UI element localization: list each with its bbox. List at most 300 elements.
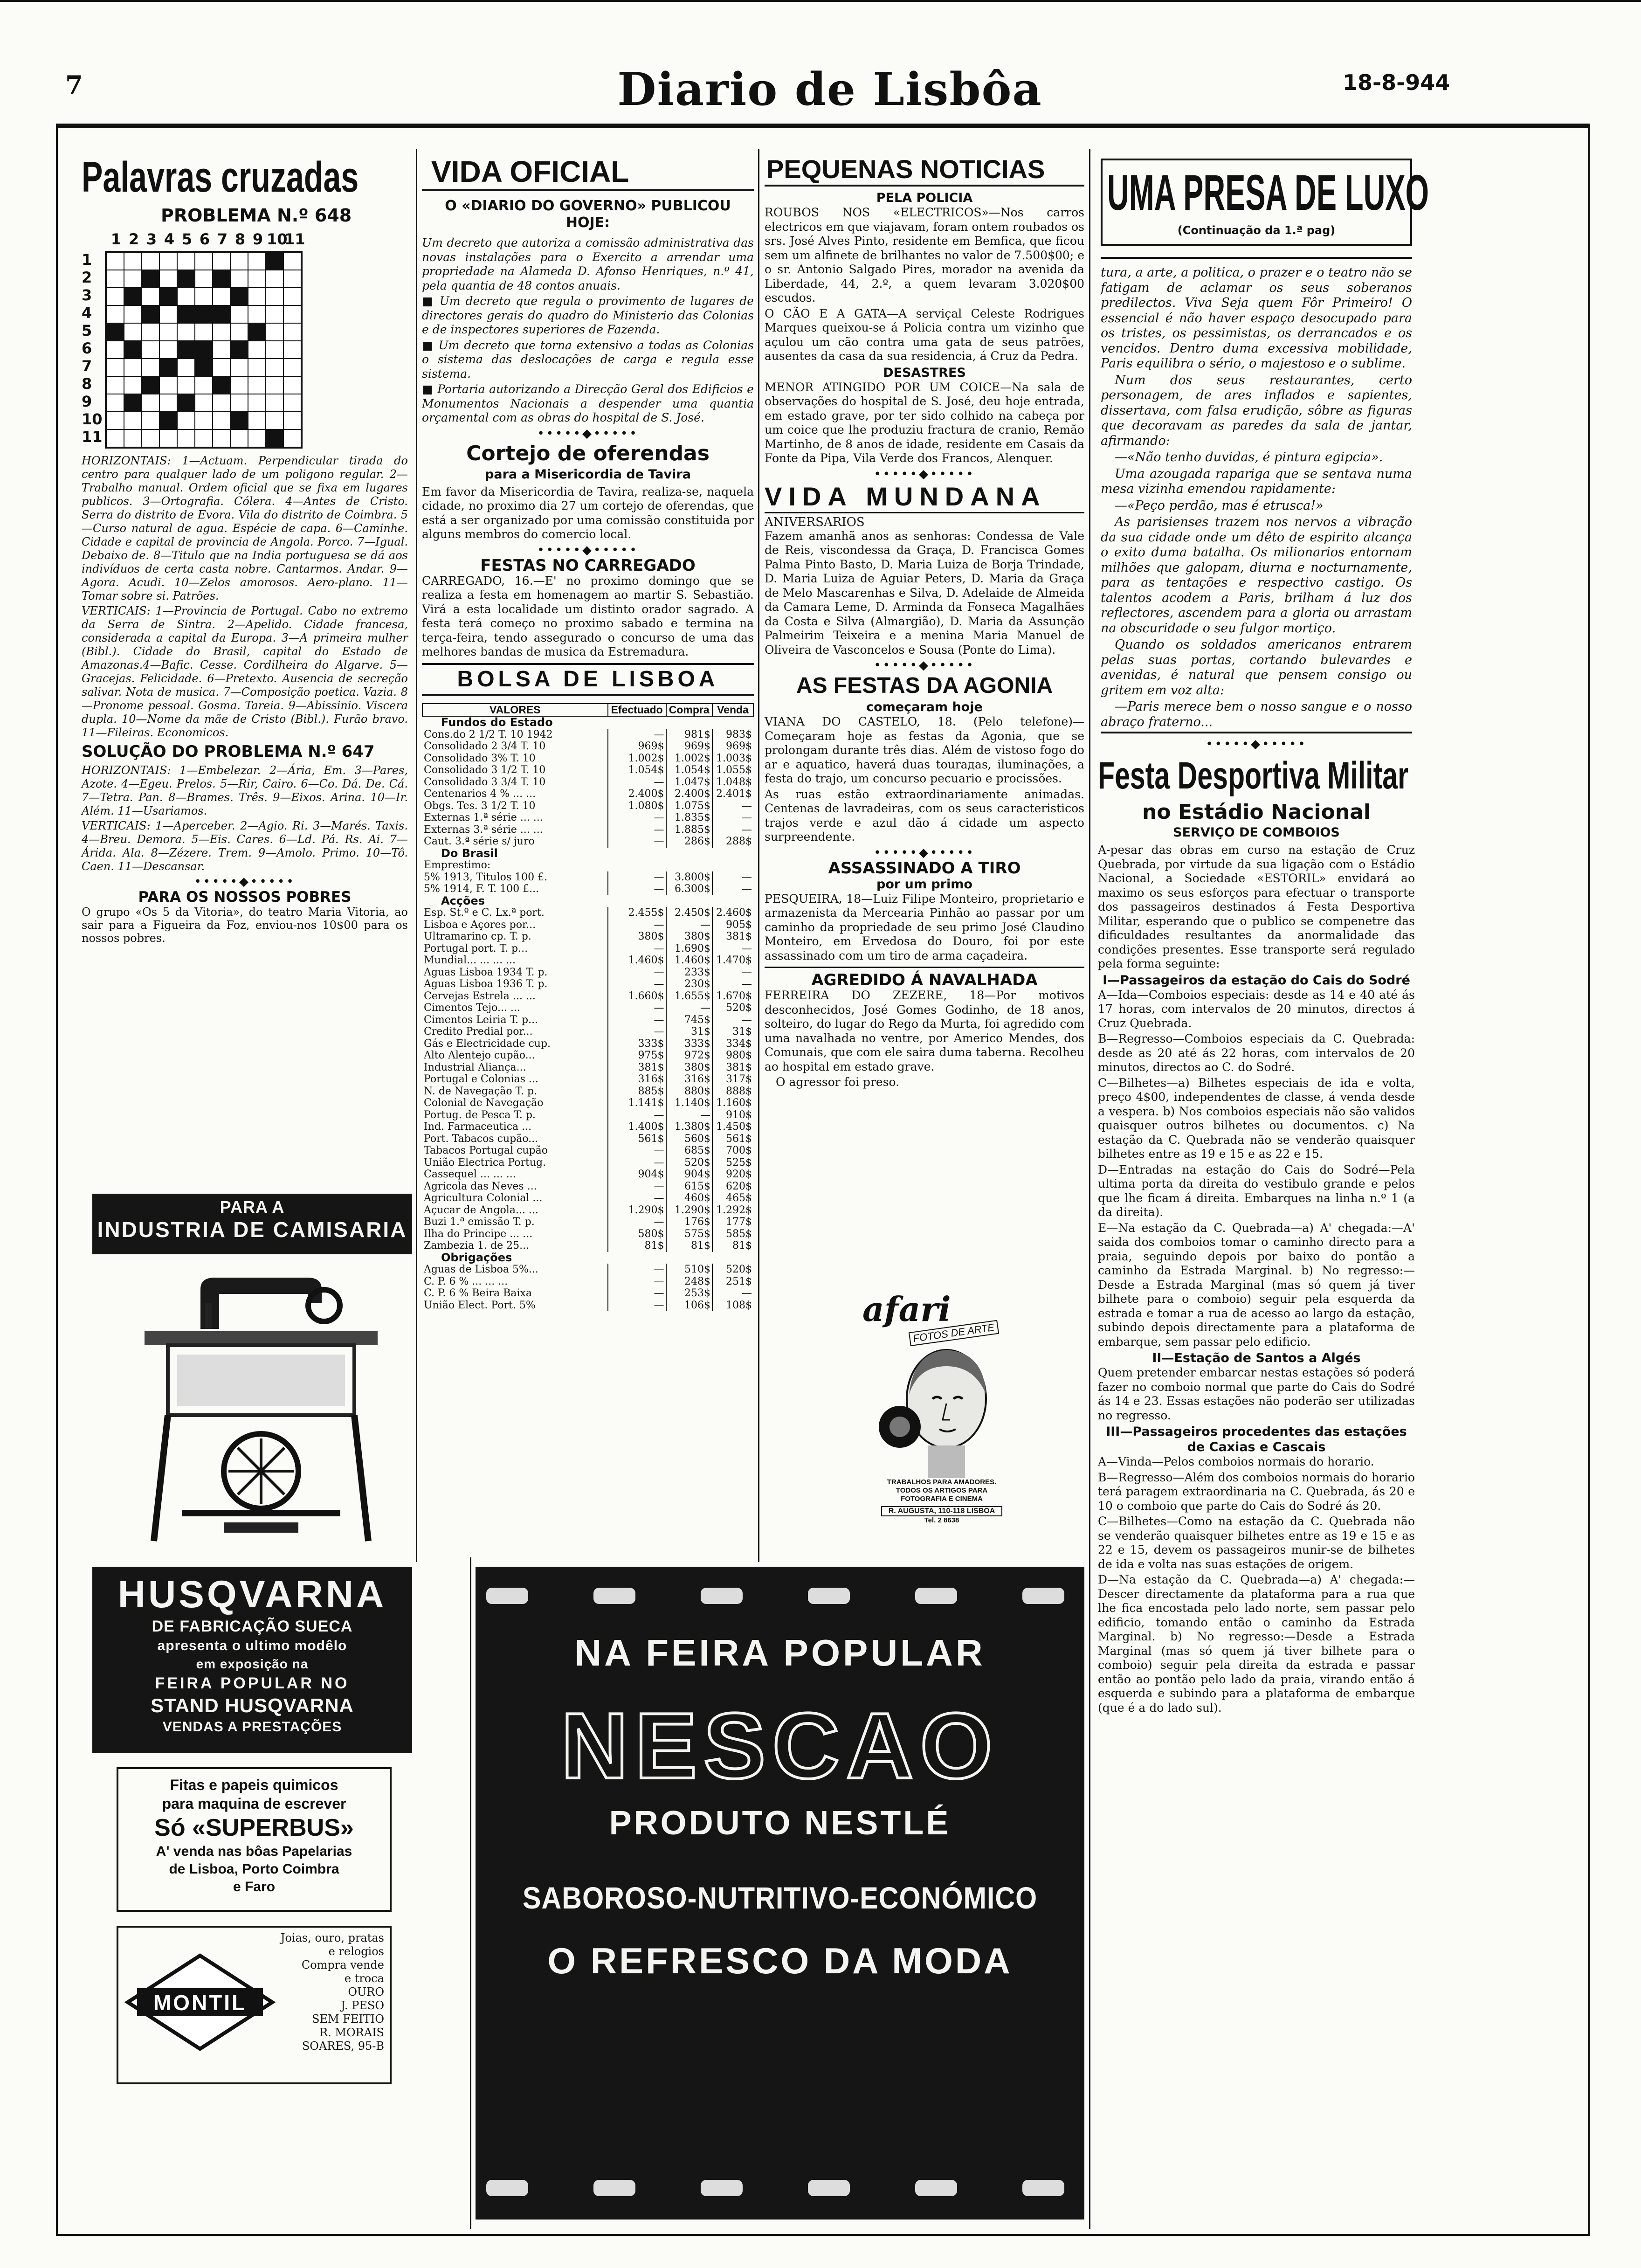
crossword-cell[interactable]	[248, 288, 266, 305]
header-rule	[56, 124, 1590, 128]
crossword-cell[interactable]	[124, 252, 142, 270]
festa-militar-s1: I—Passageiros da estação do Cais do Sodré	[1103, 973, 1410, 988]
bolsa-cell: —	[608, 871, 666, 884]
crossword-cell[interactable]	[230, 412, 248, 429]
bolsa-row	[422, 1181, 753, 1193]
crossword-col-numbers	[107, 230, 408, 248]
crossword-cell[interactable]	[195, 394, 213, 412]
vida-oficial-item-2	[422, 294, 754, 337]
crossword-cell[interactable]	[142, 376, 159, 394]
bolsa-cell: —	[712, 883, 753, 895]
crossword-cell[interactable]	[248, 394, 266, 412]
crossword-cell[interactable]	[124, 412, 142, 429]
crossword-cell[interactable]	[195, 252, 213, 270]
row-num: 10	[82, 410, 103, 428]
crossword-cell[interactable]	[230, 394, 248, 412]
crossword-cell[interactable]	[213, 288, 230, 305]
bolsa-cell: 316$	[666, 1073, 712, 1086]
col-num: 5	[181, 230, 193, 248]
bolsa-cell: Portugal e Colonias ...	[424, 1073, 538, 1085]
col-num: 10	[267, 230, 288, 248]
husqvarna-l5: STAND HUSQVARNA	[151, 1694, 354, 1716]
crossword-cell[interactable]	[283, 394, 301, 412]
crossword-cell[interactable]	[230, 376, 248, 394]
crossword-cell[interactable]	[142, 323, 159, 341]
crossword-cell[interactable]	[248, 252, 266, 270]
agonia-sub: começaram hoje	[866, 700, 983, 714]
bolsa-cell: 1.002$	[608, 753, 666, 765]
bolsa-cell: Port. Tabacos cupão...	[424, 1133, 538, 1145]
bolsa-row	[422, 1062, 753, 1074]
bolsa-cell: 920$	[712, 1169, 753, 1181]
crossword-cell[interactable]	[213, 376, 230, 394]
crossword-cell[interactable]	[213, 359, 230, 376]
crossword-cell[interactable]	[106, 252, 124, 270]
festa-militar-s1e: E—Na estação da C. Quebrada—a) A' chegada:—A' saida dos comboios tomar o caminho directo para a praia, seguindo depois por baixo do pontão a caminho da Estrada Marginal. b) No regresso:—Desde a Estrada Marginal (mas só quem já tiver bilhete para o comboio) seguir pela esquerda da estrada e tomar a rua de acesso ao largo da estação, subindo depois directamente para a plataforma de embarque, sem passar pelo edificio.	[1098, 1221, 1415, 1348]
husqvarna-l4: FEIRA POPULAR NO	[155, 1674, 350, 1692]
bolsa-cell: 700$	[712, 1145, 753, 1157]
superbus-l3: Só «SUPERBUS»	[154, 1814, 354, 1841]
bolsa-cell: —	[666, 919, 712, 931]
bolsa-cell: —	[608, 1287, 666, 1300]
bolsa-row	[422, 1038, 753, 1050]
crossword-cell[interactable]	[283, 376, 301, 394]
bolsa-cell: Mundial... ... ... ...	[424, 954, 516, 966]
crossword-cell[interactable]	[124, 376, 142, 394]
vida-oficial-item-3-text: Um decreto que torna extensivo a todas as Colonias o sistema das deslocações de carga e regula esse sistema.	[422, 338, 754, 380]
crossword-cell[interactable]	[230, 252, 248, 270]
bolsa-cell: Ind. Farmaceutica ...	[424, 1121, 532, 1133]
nescao-l2: NESCAO	[561, 1694, 999, 1798]
bolsa-cell: —	[712, 967, 753, 979]
crossword-cell[interactable]	[124, 341, 142, 359]
bullet-icon: ■	[422, 294, 440, 308]
crossword-cell[interactable]	[230, 288, 248, 305]
crossword-cell[interactable]	[248, 305, 266, 323]
bolsa-row	[422, 1073, 753, 1086]
crossword-cell[interactable]	[266, 359, 283, 376]
presa-body	[1101, 257, 1412, 730]
row-num: 11	[82, 428, 103, 446]
bolsa-header-venda: Venda	[712, 704, 753, 717]
bolsa-cell: —	[712, 871, 753, 884]
crossword-cell[interactable]	[177, 394, 195, 412]
crossword-cell[interactable]	[106, 429, 124, 447]
pequenas-p2: O CÃO E A GATA—A serviçal Celeste Rodrigues Marques queixou-se á Policia contra um vizinho que açulou um cão contra uma gata de seus patrões, ausentes da casa da sua residencia, á Cruz da Pedra.	[765, 306, 1084, 363]
bolsa-cell: —	[608, 967, 666, 979]
bolsa-cell: 381$	[608, 1062, 666, 1074]
col-num: 8	[234, 230, 246, 248]
crossword-cell[interactable]	[266, 429, 283, 447]
festa-militar-sub: no Estádio Nacional	[1142, 800, 1371, 824]
bolsa-cell: 106$	[666, 1300, 712, 1312]
separator-ornament: •••••◆•••••	[537, 543, 639, 557]
crossword-cell[interactable]	[230, 341, 248, 359]
crossword-cell[interactable]	[266, 412, 283, 429]
ad-superbus	[117, 1767, 392, 1912]
crossword-cell[interactable]	[159, 323, 177, 341]
montil-l8: R. MORAIS	[319, 2026, 384, 2039]
afari-brand: afari	[862, 1289, 951, 1329]
separator-ornament: •••••◆•••••	[1206, 737, 1307, 751]
crossword-cell[interactable]	[248, 270, 266, 288]
crossword-cell[interactable]	[106, 412, 124, 429]
bolsa-cell: 5% 1913, Titulos 100 £.	[424, 871, 548, 883]
crossword-cell[interactable]	[106, 323, 124, 341]
bolsa-row	[422, 836, 753, 848]
crossword-cell[interactable]	[248, 376, 266, 394]
crossword-row-numbers	[82, 251, 105, 449]
bolsa-cell: Alto Alentejo cupão...	[424, 1050, 535, 1061]
crossword-cell[interactable]	[177, 323, 195, 341]
bolsa-cell: 460$	[666, 1192, 712, 1204]
bolsa-cell: 880$	[666, 1086, 712, 1098]
bolsa-row	[422, 1014, 753, 1026]
crossword-cell[interactable]	[142, 394, 159, 412]
bolsa-row	[422, 1109, 753, 1121]
crossword-cell[interactable]	[177, 376, 195, 394]
montil-logo-text: MONTIL	[153, 1991, 247, 2015]
bolsa-row	[422, 1002, 753, 1014]
bolsa-cell: Buzi 1.ª emissão T. p.	[424, 1216, 535, 1228]
afari-l2: TRABALHOS PARA AMADORES.	[887, 1478, 997, 1486]
crossword-cell[interactable]	[159, 376, 177, 394]
bolsa-cell: 2.455$	[608, 907, 666, 919]
crossword-cell[interactable]	[195, 323, 213, 341]
bolsa-row	[422, 753, 753, 765]
presa-text-2: Num dos seus restaurantes, certo personagem, de ares inflados e sapientes, dissertava, com falsa erudição, sôbre as figuras que decoravam as paredes da sala de jantar, afirmando:	[1101, 373, 1412, 448]
separator-ornament: •••••◆•••••	[194, 875, 296, 889]
montil-l6: J. PESO	[341, 1999, 384, 2012]
crossword-cell[interactable]	[124, 359, 142, 376]
bolsa-cell: 520$	[712, 1002, 753, 1014]
bolsa-cell: 108$	[712, 1300, 753, 1312]
crossword-cell[interactable]	[230, 323, 248, 341]
bolsa-cell: 975$	[608, 1050, 666, 1062]
bolsa-cell: 1.075$	[666, 800, 712, 812]
bolsa-cell: —	[608, 1026, 666, 1038]
crossword-cell[interactable]	[283, 323, 301, 341]
husqvarna-l3: em exposição na	[196, 1657, 309, 1671]
bolsa-row	[422, 1050, 753, 1062]
crossword-cell[interactable]	[195, 288, 213, 305]
masthead: Diario de Lisbôa	[617, 63, 1042, 116]
nescao-l1: NA FEIRA POPULAR	[574, 1632, 986, 1673]
bolsa-cell: 317$	[712, 1073, 753, 1086]
bolsa-cell: 81$	[712, 1240, 753, 1252]
bolsa-row	[422, 859, 753, 871]
bolsa-cell: 380$	[666, 931, 712, 943]
presa-text-8: —Paris merece bem o nosso sangue e o nosso abraço fraterno...	[1101, 699, 1412, 729]
crossword-cell[interactable]	[142, 429, 159, 447]
crossword-cell[interactable]	[159, 359, 177, 376]
bolsa-cell: Ilha do Principe ... ...	[424, 1228, 533, 1240]
crossword-verticais: VERTICAIS: 1—Provincia de Portugal. Cabo no extremo da Serra de Sintra. 2—Apelido. Cidade francesa, considerada a capital da Europa. 3—A primeira mulher (Bibl.). Cidade do Brasil, capital do Estado de Amazonas.4—Bafic. Cesse. Cordilheira do Algarve. 5—Gracejas. Felicidade. 6—Pretexto. Ausencia de secreção salivar. Nota de musica. 7—Composição poetica. Vazia. 8—Pronome pessoal. Gosma. Tareia. 9—Abissinio. Viscera dupla. 10—Nome da mãe de Cristo (Bibl.). Furão bravo. 11—Fileiras. Economicos.	[82, 604, 408, 739]
crossword-cell[interactable]	[177, 305, 195, 323]
bolsa-cell: C. P. 6 % ... ... ...	[424, 1275, 508, 1287]
crossword-cell[interactable]	[124, 305, 142, 323]
bolsa-cell: 561$	[712, 1133, 753, 1145]
bolsa-cell: 1.141$	[608, 1097, 666, 1109]
bolsa-row	[422, 788, 753, 800]
bolsa-cell: Agricultura Colonial ...	[424, 1192, 543, 1204]
crossword-cell[interactable]	[106, 359, 124, 376]
bolsa-cell: 31$	[712, 1026, 753, 1038]
crossword-cell[interactable]	[213, 412, 230, 429]
crossword-cell[interactable]	[177, 341, 195, 359]
crossword-cell[interactable]	[230, 270, 248, 288]
bolsa-row	[422, 1264, 753, 1276]
crossword-cell[interactable]	[248, 359, 266, 376]
crossword-cell[interactable]	[124, 270, 142, 288]
bolsa-cell: 615$	[666, 1181, 712, 1193]
bolsa-cell: 1.048$	[712, 776, 753, 788]
bolsa-cell: Portugal port. T. p...	[424, 942, 528, 954]
bolsa-cell: 969$	[608, 740, 666, 753]
cortejo-text: Em favor da Misericordia de Tavira, realiza-se, naquela cidade, no proximo dia 27 um cortejo de oferendas, que está a ser organizado por uma comissão constituida por alguns membros do comercio local.	[422, 484, 754, 541]
crossword-cell[interactable]	[213, 394, 230, 412]
crossword-cell[interactable]	[283, 252, 301, 270]
crossword-cell[interactable]	[177, 429, 195, 447]
bullet-icon: ■	[422, 382, 437, 396]
crossword-cell[interactable]	[213, 252, 230, 270]
crossword-cell[interactable]	[195, 270, 213, 288]
superbus-l2: para maquina de escrever	[162, 1795, 346, 1812]
solution-verticais: VERTICAIS: 1—Aperceber. 2—Agio. Ri. 3—Marés. Taxis. 4—Breu. Demora. 5—Eis. Cares. 6—Ld. Pá. Rs. Ai. 7—Árida. Ala. 8—Zézere. Trem. 9—Amolo. Primo. 10—Tô. Caen. 11—Descansar.	[82, 819, 408, 873]
festa-militar-s1a: A—Ida—Comboios especiais: desde as 14 e 40 até ás 17 horas, com intervalos de 20 minutos, directos á Cruz Quebrada.	[1098, 988, 1415, 1030]
bolsa-row	[422, 919, 753, 931]
bolsa-cell: 1.460$	[666, 954, 712, 967]
crossword-cell[interactable]	[266, 305, 283, 323]
crossword-cell[interactable]	[159, 305, 177, 323]
bolsa-cell: 1.292$	[712, 1204, 753, 1217]
crossword-cell[interactable]	[195, 376, 213, 394]
bolsa-title: BOLSA DE LISBOA	[422, 663, 754, 696]
crossword-cell[interactable]	[266, 376, 283, 394]
bolsa-row	[422, 740, 753, 753]
crossword-cell[interactable]	[195, 429, 213, 447]
crossword-cell[interactable]	[106, 394, 124, 412]
row-num: 9	[82, 393, 92, 410]
crossword-cell[interactable]	[266, 394, 283, 412]
bolsa-cell: —	[608, 883, 666, 895]
crossword-cell[interactable]	[283, 341, 301, 359]
crossword-cell[interactable]	[124, 429, 142, 447]
montil-l3: Compra vende	[301, 1958, 384, 1971]
crossword-cell[interactable]	[142, 359, 159, 376]
sewing-machine-image	[140, 1261, 382, 1550]
crossword-cell[interactable]	[213, 323, 230, 341]
crossword-cell[interactable]	[159, 288, 177, 305]
bolsa-cell: 1.660$	[608, 990, 666, 1003]
bolsa-cell: 888$	[712, 1086, 753, 1098]
crossword-cell[interactable]	[106, 270, 124, 288]
mundana-title: VIDA MUNDANA	[765, 481, 1084, 513]
col-num: 11	[284, 230, 305, 248]
bolsa-cell: Caut. 3.ª série s/ juro	[424, 836, 535, 847]
crossword-cell[interactable]	[266, 270, 283, 288]
crossword-cell[interactable]	[283, 288, 301, 305]
crossword-cell[interactable]	[159, 429, 177, 447]
bolsa-cell: 1.670$	[712, 990, 753, 1003]
bolsa-cell: 1.290$	[608, 1204, 666, 1217]
bolsa-cell: —	[608, 729, 666, 741]
festa-militar-s2t: Quem pretender embarcar nestas estações só poderá fazer no comboio normal que parte do Cais do Sodré ás 14 e 23. Essas estações não poderão ser utilizadas no regresso.	[1098, 1366, 1415, 1422]
policia-heading: PELA POLICIA	[876, 191, 973, 205]
crossword-cell[interactable]	[142, 252, 159, 270]
bolsa-row	[422, 883, 753, 895]
crossword-cell[interactable]	[177, 270, 195, 288]
crossword-cell[interactable]	[142, 341, 159, 359]
bolsa-cell: —	[712, 1014, 753, 1026]
festa-militar-s3b: B—Regresso—Além dos comboios normais do horario terá paragem extraordinaria na C. Quebrada, ás 20 e 10 o comboio que parte do Cais do Sodré ás 20.	[1098, 1470, 1415, 1513]
ad-afari	[853, 1289, 1021, 1543]
crossword-cell[interactable]	[248, 429, 266, 447]
crossword-cell[interactable]	[213, 341, 230, 359]
row-num: 7	[82, 357, 92, 375]
vida-oficial-sub: O «DIARIO DO GOVERNO» PUBLICOU HOJE:	[445, 198, 731, 231]
vida-oficial-item-1: Um decreto que autoriza a comissão administrativa das novas instalações para o Exercito a arrendar uma propriedade na Alameda D. Afonso Henriques, n.º 41, pela quantia de 48 contos anuais.	[422, 236, 754, 292]
crossword-cell[interactable]	[159, 412, 177, 429]
bolsa-cell: 380$	[666, 1062, 712, 1074]
crossword-cell[interactable]	[124, 288, 142, 305]
montil-l4: e troca	[344, 1972, 384, 1985]
bolsa-row	[422, 776, 753, 788]
crossword-cell[interactable]	[124, 394, 142, 412]
bolsa-cell: 333$	[666, 1038, 712, 1050]
crossword-cell[interactable]	[124, 323, 142, 341]
husqvarna-l6: VENDAS A PRESTAÇÕES	[162, 1719, 342, 1735]
crossword-cell[interactable]	[142, 412, 159, 429]
bolsa-cell: 1.160$	[712, 1097, 753, 1109]
bolsa-cell: Industrial Aliança...	[424, 1061, 526, 1073]
row-num: 8	[82, 375, 92, 393]
crossword-cell[interactable]	[177, 359, 195, 376]
crossword-grid[interactable]	[105, 251, 303, 449]
crossword-cell[interactable]	[266, 288, 283, 305]
crossword-title: Palavras cruzadas	[82, 153, 359, 201]
crossword-cell[interactable]	[213, 429, 230, 447]
bolsa-table	[422, 703, 754, 1312]
crossword-cell[interactable]	[106, 341, 124, 359]
bolsa-row	[422, 1157, 753, 1169]
festa-militar-s3: III—Passageiros procedentes das estações de Caxias e Cascais	[1106, 1424, 1407, 1454]
bolsa-cell: —	[608, 1300, 666, 1312]
bolsa-section-row	[422, 848, 753, 860]
bolsa-row	[422, 1133, 753, 1145]
bolsa-cell: 1.400$	[608, 1121, 666, 1133]
bolsa-cell: Externas 3.ª série ... ...	[424, 823, 543, 836]
bolsa-cell: —	[712, 978, 753, 990]
crossword-cell[interactable]	[283, 429, 301, 447]
crossword-cell[interactable]	[195, 359, 213, 376]
bolsa-cell: Cimentos Tejo... ...	[424, 1002, 520, 1014]
pequenas-title: PEQUENAS NOTICIAS	[765, 154, 1084, 187]
crossword-cell[interactable]	[159, 252, 177, 270]
bolsa-cell: 248$	[666, 1276, 712, 1288]
bolsa-cell: 905$	[712, 919, 753, 931]
crossword-cell[interactable]	[230, 305, 248, 323]
crossword-cell[interactable]	[142, 288, 159, 305]
bolsa-cell: 253$	[666, 1287, 712, 1300]
row-num: 4	[82, 304, 92, 322]
crossword-cell[interactable]	[230, 429, 248, 447]
bolsa-cell: Esp. St.º e C. Lx.ª port.	[424, 907, 545, 919]
crossword-cell[interactable]	[213, 270, 230, 288]
bolsa-cell: 1.054$	[608, 764, 666, 776]
crossword-cell[interactable]	[283, 270, 301, 288]
bolsa-row	[422, 931, 753, 943]
bolsa-cell: —	[608, 776, 666, 788]
crossword-cell[interactable]	[106, 305, 124, 323]
crossword-cell[interactable]	[213, 305, 230, 323]
husqvarna-brand: HUSQVARNA	[117, 1573, 387, 1616]
crossword-cell[interactable]	[106, 376, 124, 394]
bolsa-cell: 520$	[666, 1157, 712, 1169]
crossword-cell[interactable]	[142, 305, 159, 323]
cortejo-sub: para a Misericordia de Tavira	[485, 467, 691, 482]
agonia-text-2: As ruas estão extraordinariamente animadas. Centenas de lavradeiras, com os seus caracteristicos trajos verde e azul dão á cidade um aspecto surpreendente.	[765, 787, 1084, 844]
crossword-cell[interactable]	[266, 252, 283, 270]
separator-ornament: •••••◆•••••	[874, 467, 975, 481]
crossword-cell[interactable]	[195, 341, 213, 359]
crossword-cell[interactable]	[177, 288, 195, 305]
bolsa-cell: 230$	[666, 978, 712, 990]
crossword-cell[interactable]	[106, 288, 124, 305]
bolsa-cell: —	[608, 1157, 666, 1169]
bolsa-cell: 380$	[608, 931, 666, 943]
crossword-cell[interactable]	[159, 341, 177, 359]
bolsa-cell: 177$	[712, 1216, 753, 1228]
crossword-cell[interactable]	[177, 252, 195, 270]
bolsa-row	[422, 1228, 753, 1240]
crossword-cell[interactable]	[283, 412, 301, 429]
col-num: 1	[110, 230, 122, 248]
crossword-cell[interactable]	[142, 270, 159, 288]
bolsa-section-title: Do Brasil	[441, 846, 498, 860]
crossword-cell[interactable]	[248, 323, 266, 341]
crossword-cell[interactable]	[266, 323, 283, 341]
crossword-problem: PROBLEMA N.º 648	[161, 205, 352, 226]
crossword-cell[interactable]	[248, 341, 266, 359]
crossword-cell[interactable]	[248, 412, 266, 429]
bolsa-cell: Açucar de Angola... ...	[424, 1204, 538, 1216]
crossword-cell[interactable]	[195, 412, 213, 429]
crossword-cell[interactable]	[283, 359, 301, 376]
bolsa-cell: Cons.do 2 1/2 T. 10 1942	[424, 728, 553, 740]
bolsa-row	[422, 907, 753, 919]
crossword-cell[interactable]	[283, 305, 301, 323]
crossword-cell[interactable]	[159, 270, 177, 288]
crossword-cell[interactable]	[159, 394, 177, 412]
superbus-l5: de Lisboa, Porto Coimbra	[169, 1861, 339, 1877]
bolsa-row	[422, 800, 753, 812]
crossword-cell[interactable]	[230, 359, 248, 376]
agonia-title: AS FESTAS DA AGONIA	[796, 673, 1053, 698]
bolsa-cell: 980$	[712, 1050, 753, 1062]
crossword-cell[interactable]	[266, 341, 283, 359]
crossword-cell[interactable]	[195, 305, 213, 323]
crossword-cell[interactable]	[177, 412, 195, 429]
presa-text-5: —«Peço perdão, mas é etrusca!»	[1115, 498, 1324, 513]
bolsa-cell: 1.080$	[608, 800, 666, 812]
bolsa-cell: —	[608, 1145, 666, 1157]
bolsa-cell: —	[608, 1014, 666, 1026]
bolsa-cell: Cassequel ... ... ...	[424, 1169, 516, 1180]
col-num: 7	[217, 230, 228, 248]
bolsa-cell: Obgs. Tes. 3 1/2 T. 10	[424, 800, 536, 812]
bolsa-row	[422, 1240, 753, 1252]
